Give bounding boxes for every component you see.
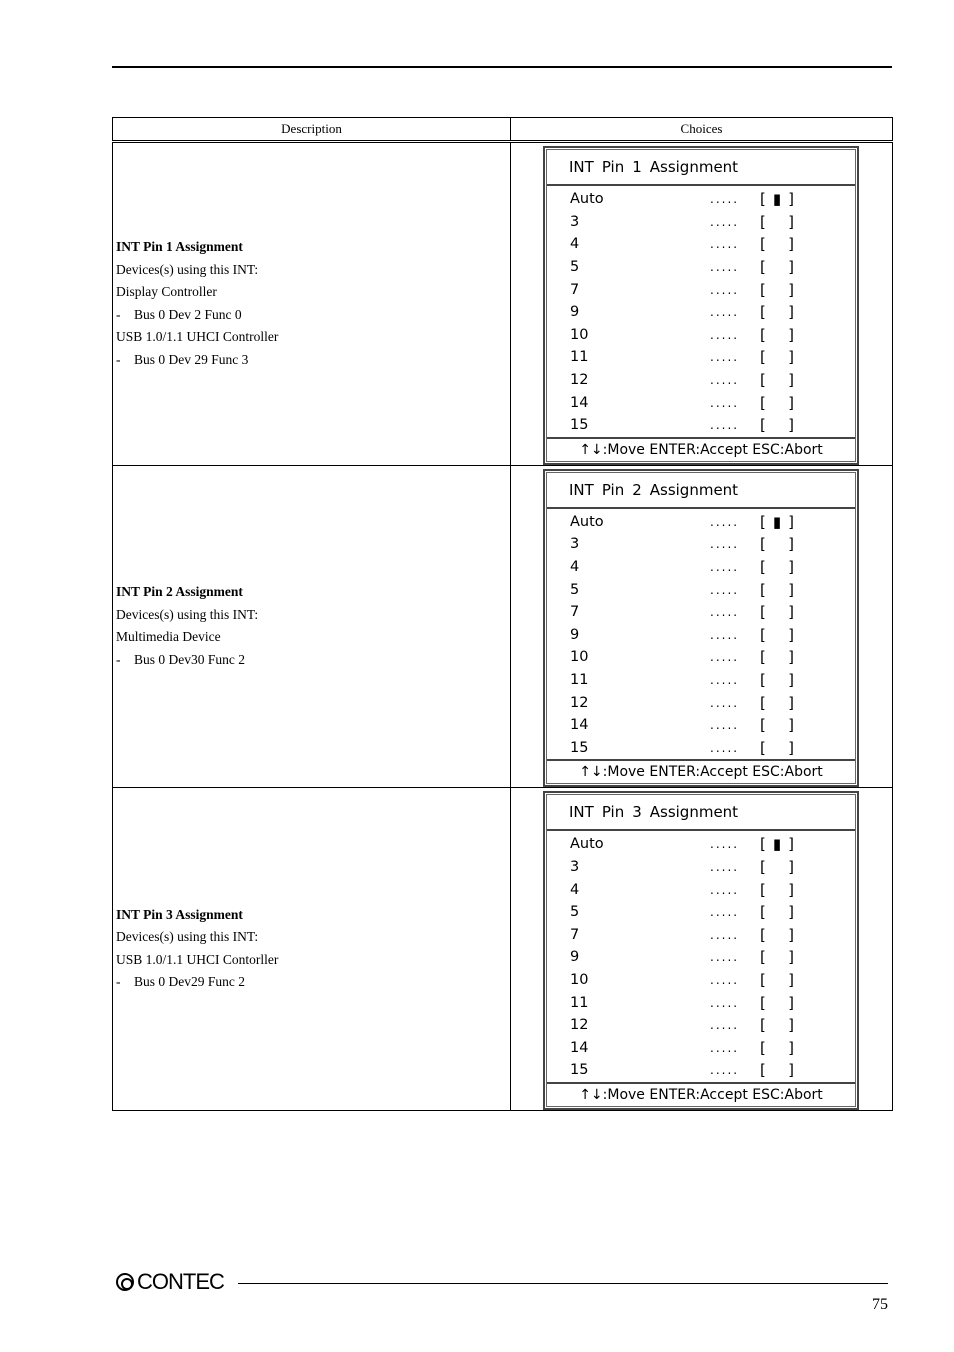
bracket-left: [: [760, 625, 766, 644]
bracket-left: [: [760, 835, 766, 854]
option-radio-box[interactable]: [760, 835, 794, 853]
option-item[interactable]: [547, 369, 855, 392]
bracket-right: ]: [788, 603, 794, 622]
option-label: Auto: [570, 836, 604, 853]
bios-selection-dialog: [543, 469, 859, 788]
choices-cell: [511, 142, 893, 466]
bracket-left: [: [760, 535, 766, 554]
option-leader-dots: .....: [710, 882, 740, 897]
option-leader-dots: .....: [710, 282, 740, 297]
bracket-left: [: [760, 325, 766, 344]
setting-title: INT Pin 3 Assignment: [116, 906, 243, 922]
dialog-title-word: Assignment: [649, 480, 739, 499]
option-leader-dots: .....: [710, 305, 740, 320]
option-item[interactable]: [547, 601, 855, 624]
option-item[interactable]: [547, 1036, 855, 1059]
bracket-left: [: [760, 670, 766, 689]
dialog-title: [547, 150, 855, 186]
option-label: 10: [570, 971, 589, 988]
bracket-right: ]: [788, 670, 794, 689]
option-radio-box[interactable]: [760, 416, 794, 434]
option-radio-box[interactable]: [760, 303, 794, 321]
bracket-right: ]: [788, 857, 794, 876]
option-item[interactable]: [547, 736, 855, 759]
option-leader-dots: .....: [710, 672, 740, 687]
description-column-header: Description: [113, 118, 511, 142]
choices-cell: [511, 465, 893, 788]
option-radio-box[interactable]: [760, 371, 794, 389]
option-item[interactable]: [547, 969, 855, 992]
option-item[interactable]: [547, 923, 855, 946]
option-radio-box[interactable]: [760, 671, 794, 689]
setting-title: INT Pin 1 Assignment: [116, 239, 243, 255]
option-label: 3: [570, 536, 580, 553]
option-leader-dots: .....: [710, 740, 740, 755]
option-leader-dots: .....: [710, 395, 740, 410]
contec-logo-text: CONTEC: [137, 1269, 224, 1294]
option-label: 5: [570, 581, 580, 598]
bracket-right: ]: [788, 558, 794, 577]
option-item[interactable]: [547, 1014, 855, 1037]
option-label: 14: [570, 717, 589, 734]
description-line: Devices(s) using this INT:: [116, 606, 259, 622]
option-radio-box[interactable]: [760, 190, 794, 208]
option-label: 14: [570, 1039, 589, 1056]
option-item[interactable]: [547, 533, 855, 556]
description-line: USB 1.0/1.1 UHCI Contorller: [116, 951, 279, 967]
option-label: 9: [570, 304, 580, 321]
option-label: 12: [570, 372, 589, 389]
option-radio-box[interactable]: [760, 1039, 794, 1057]
option-leader-dots: .....: [710, 582, 740, 597]
option-label: 15: [570, 739, 589, 756]
choices-cell: [511, 788, 893, 1111]
bracket-left: [: [760, 857, 766, 876]
selected-mark-icon: ▮: [772, 835, 782, 854]
bracket-right: ]: [788, 1016, 794, 1035]
option-radio-box[interactable]: [760, 213, 794, 231]
option-label: 10: [570, 326, 589, 343]
bracket-left: [: [760, 190, 766, 209]
dialog-key-help: ↑↓:Move ENTER:Accept ESC:Abort: [547, 759, 855, 783]
bracket-left: [: [760, 925, 766, 944]
option-leader-dots: .....: [710, 1063, 740, 1078]
option-label: 12: [570, 694, 589, 711]
contec-logo: [116, 1270, 224, 1294]
option-leader-dots: .....: [710, 350, 740, 365]
option-label: 9: [570, 626, 580, 643]
bracket-left: [: [760, 993, 766, 1012]
bracket-left: [: [760, 603, 766, 622]
bracket-left: [: [760, 393, 766, 412]
bracket-right: ]: [788, 303, 794, 322]
bullet-item: - Bus 0 Dev 29 Func 3: [116, 349, 510, 372]
description-cell: [113, 788, 511, 1111]
option-radio-box[interactable]: [760, 716, 794, 734]
bios-selection-dialog: [543, 791, 859, 1110]
description-cell: [113, 142, 511, 466]
bracket-right: ]: [788, 993, 794, 1012]
bracket-left: [: [760, 235, 766, 254]
option-leader-dots: .....: [710, 837, 740, 852]
bracket-left: [: [760, 580, 766, 599]
bracket-left: [: [760, 1061, 766, 1080]
option-item[interactable]: [547, 391, 855, 414]
option-item[interactable]: [547, 833, 855, 856]
dialog-title-word: INT: [569, 158, 594, 176]
option-label: 4: [570, 881, 580, 898]
option-radio-box[interactable]: [760, 971, 794, 989]
option-label: 5: [570, 904, 580, 921]
option-item[interactable]: [547, 556, 855, 579]
option-item[interactable]: [547, 278, 855, 301]
option-label: 3: [570, 858, 580, 875]
bracket-right: ]: [788, 648, 794, 667]
bracket-left: [: [760, 970, 766, 989]
option-radio-box[interactable]: [760, 281, 794, 299]
dialog-title-word: INT: [569, 803, 594, 822]
bracket-left: [: [760, 880, 766, 899]
option-item[interactable]: [547, 624, 855, 647]
bracket-right: ]: [788, 393, 794, 412]
bracket-right: ]: [788, 280, 794, 299]
option-label: 7: [570, 281, 580, 298]
bracket-left: [: [760, 558, 766, 577]
bracket-left: [: [760, 738, 766, 757]
option-label: 11: [570, 994, 589, 1011]
bracket-right: ]: [788, 416, 794, 435]
description-line: Multimedia Device: [116, 629, 221, 645]
description-line: Display Controller: [116, 284, 217, 300]
option-label: 7: [570, 926, 580, 943]
bracket-right: ]: [788, 235, 794, 254]
description-line: Devices(s) using this INT:: [116, 261, 259, 277]
dialog-title-word: Assignment: [649, 803, 739, 822]
option-label: 3: [570, 213, 580, 230]
bracket-right: ]: [788, 903, 794, 922]
option-label: Auto: [570, 191, 604, 208]
option-label: Auto: [570, 513, 604, 530]
option-leader-dots: .....: [710, 605, 740, 620]
bracket-left: [: [760, 371, 766, 390]
option-item[interactable]: [547, 991, 855, 1014]
option-radio-box[interactable]: [760, 558, 794, 576]
bracket-left: [: [760, 693, 766, 712]
option-label: 4: [570, 559, 580, 576]
option-radio-box[interactable]: [760, 626, 794, 644]
option-list: [547, 831, 855, 1082]
option-leader-dots: .....: [710, 192, 740, 207]
bracket-right: ]: [788, 1061, 794, 1080]
option-leader-dots: .....: [710, 537, 740, 552]
option-radio-box[interactable]: [760, 903, 794, 921]
dialog-title: [547, 795, 855, 831]
option-item[interactable]: [547, 691, 855, 714]
setting-title: INT Pin 2 Assignment: [116, 584, 243, 600]
table-row: [113, 142, 893, 466]
bullet-item: - Bus 0 Dev 2 Func 0: [116, 304, 510, 327]
option-leader-dots: .....: [710, 859, 740, 874]
option-radio-box[interactable]: [760, 326, 794, 344]
option-leader-dots: .....: [710, 373, 740, 388]
header-rule: [112, 66, 892, 68]
option-label: 7: [570, 604, 580, 621]
dialog-title-word: Pin: [601, 158, 625, 176]
option-label: 15: [570, 1062, 589, 1079]
option-label: 9: [570, 949, 580, 966]
dialog-title-word: Assignment: [649, 158, 739, 176]
dialog-title: [547, 473, 855, 509]
option-label: 12: [570, 1017, 589, 1034]
option-leader-dots: .....: [710, 237, 740, 252]
bracket-right: ]: [788, 348, 794, 367]
bracket-left: [: [760, 416, 766, 435]
bracket-right: ]: [788, 535, 794, 554]
settings-table: [112, 117, 893, 1111]
bracket-right: ]: [788, 970, 794, 989]
option-item[interactable]: [547, 901, 855, 924]
option-list: [547, 509, 855, 760]
bios-selection-dialog: [543, 146, 859, 465]
bracket-right: ]: [788, 190, 794, 209]
bracket-right: ]: [788, 1038, 794, 1057]
option-item[interactable]: [547, 511, 855, 534]
bracket-left: [: [760, 1016, 766, 1035]
option-item[interactable]: [547, 211, 855, 234]
option-item[interactable]: [547, 669, 855, 692]
bracket-left: [: [760, 716, 766, 735]
bracket-left: [: [760, 948, 766, 967]
selected-mark-icon: ▮: [772, 512, 782, 531]
option-leader-dots: .....: [710, 560, 740, 575]
bullet-item: - Bus 0 Dev29 Func 2: [116, 971, 510, 994]
option-radio-box[interactable]: [760, 858, 794, 876]
bracket-left: [: [760, 212, 766, 231]
option-label: 14: [570, 394, 589, 411]
option-item[interactable]: [547, 1059, 855, 1082]
option-leader-dots: .....: [710, 650, 740, 665]
option-leader-dots: .....: [710, 260, 740, 275]
option-radio-box[interactable]: [760, 948, 794, 966]
dialog-title-word: Pin: [601, 803, 625, 822]
dialog-title-word: 2: [632, 480, 642, 499]
bracket-right: ]: [788, 835, 794, 854]
bracket-left: [: [760, 1038, 766, 1057]
dialog-key-help: ↑↓:Move ENTER:Accept ESC:Abort: [547, 1082, 855, 1106]
option-radio-box[interactable]: [760, 235, 794, 253]
option-leader-dots: .....: [710, 327, 740, 342]
option-radio-box[interactable]: [760, 694, 794, 712]
bracket-right: ]: [788, 625, 794, 644]
option-item[interactable]: [547, 301, 855, 324]
bracket-right: ]: [788, 325, 794, 344]
bracket-right: ]: [788, 716, 794, 735]
option-leader-dots: .....: [710, 950, 740, 965]
option-item[interactable]: [547, 233, 855, 256]
option-leader-dots: .....: [710, 695, 740, 710]
option-label: 11: [570, 349, 589, 366]
dialog-title-word: 1: [632, 158, 642, 176]
bracket-left: [: [760, 303, 766, 322]
option-item[interactable]: [547, 946, 855, 969]
contec-logo-mark-icon: [116, 1273, 134, 1291]
option-leader-dots: .....: [710, 418, 740, 433]
bullet-item: - Bus 0 Dev30 Func 2: [116, 649, 510, 672]
bracket-right: ]: [788, 693, 794, 712]
option-item[interactable]: [547, 414, 855, 437]
option-item[interactable]: [547, 578, 855, 601]
option-leader-dots: .....: [710, 995, 740, 1010]
bracket-right: ]: [788, 738, 794, 757]
option-radio-box[interactable]: [760, 739, 794, 757]
option-label: 15: [570, 417, 589, 434]
footer-rule: [238, 1283, 888, 1284]
bracket-right: ]: [788, 212, 794, 231]
page-number: 75: [872, 1296, 888, 1313]
bracket-right: ]: [788, 258, 794, 277]
bracket-left: [: [760, 903, 766, 922]
option-list: [547, 186, 855, 437]
option-leader-dots: .....: [710, 905, 740, 920]
bracket-left: [: [760, 648, 766, 667]
bracket-left: [: [760, 512, 766, 531]
option-label: 11: [570, 671, 589, 688]
bracket-right: ]: [788, 925, 794, 944]
option-radio-box[interactable]: [760, 648, 794, 666]
option-radio-box[interactable]: [760, 513, 794, 531]
description-cell: [113, 465, 511, 788]
bracket-right: ]: [788, 880, 794, 899]
option-item[interactable]: [547, 188, 855, 211]
option-leader-dots: .....: [710, 214, 740, 229]
option-leader-dots: .....: [710, 514, 740, 529]
option-leader-dots: .....: [710, 627, 740, 642]
option-radio-box[interactable]: [760, 926, 794, 944]
bracket-left: [: [760, 348, 766, 367]
option-radio-box[interactable]: [760, 1061, 794, 1079]
option-item[interactable]: [547, 256, 855, 279]
option-leader-dots: .....: [710, 718, 740, 733]
option-item[interactable]: [547, 324, 855, 347]
option-radio-box[interactable]: [760, 603, 794, 621]
bracket-right: ]: [788, 512, 794, 531]
option-radio-box[interactable]: [760, 394, 794, 412]
option-item[interactable]: [547, 878, 855, 901]
option-leader-dots: .....: [710, 1040, 740, 1055]
option-item[interactable]: [547, 856, 855, 879]
selected-mark-icon: ▮: [772, 190, 782, 209]
option-label: 10: [570, 649, 589, 666]
option-radio-box[interactable]: [760, 258, 794, 276]
option-radio-box[interactable]: [760, 881, 794, 899]
table-row: [113, 465, 893, 788]
option-radio-box[interactable]: [760, 994, 794, 1012]
option-item[interactable]: [547, 714, 855, 737]
option-label: 4: [570, 236, 580, 253]
dialog-title-word: INT: [569, 480, 594, 499]
choices-column-header: Choices: [511, 118, 893, 142]
dialog-key-help: ↑↓:Move ENTER:Accept ESC:Abort: [547, 437, 855, 461]
dialog-title-word: Pin: [601, 480, 625, 499]
option-leader-dots: .....: [710, 1018, 740, 1033]
description-line: Devices(s) using this INT:: [116, 929, 259, 945]
bracket-left: [: [760, 258, 766, 277]
option-radio-box[interactable]: [760, 1016, 794, 1034]
option-leader-dots: .....: [710, 972, 740, 987]
dialog-title-word: 3: [632, 803, 642, 822]
bracket-left: [: [760, 280, 766, 299]
option-leader-dots: .....: [710, 927, 740, 942]
option-radio-box[interactable]: [760, 535, 794, 553]
option-item[interactable]: [547, 646, 855, 669]
bracket-right: ]: [788, 948, 794, 967]
bracket-right: ]: [788, 371, 794, 390]
option-radio-box[interactable]: [760, 581, 794, 599]
table-row: [113, 788, 893, 1111]
bracket-right: ]: [788, 580, 794, 599]
option-label: 5: [570, 259, 580, 276]
option-item[interactable]: [547, 346, 855, 369]
description-line: USB 1.0/1.1 UHCI Controller: [116, 329, 279, 345]
option-radio-box[interactable]: [760, 348, 794, 366]
